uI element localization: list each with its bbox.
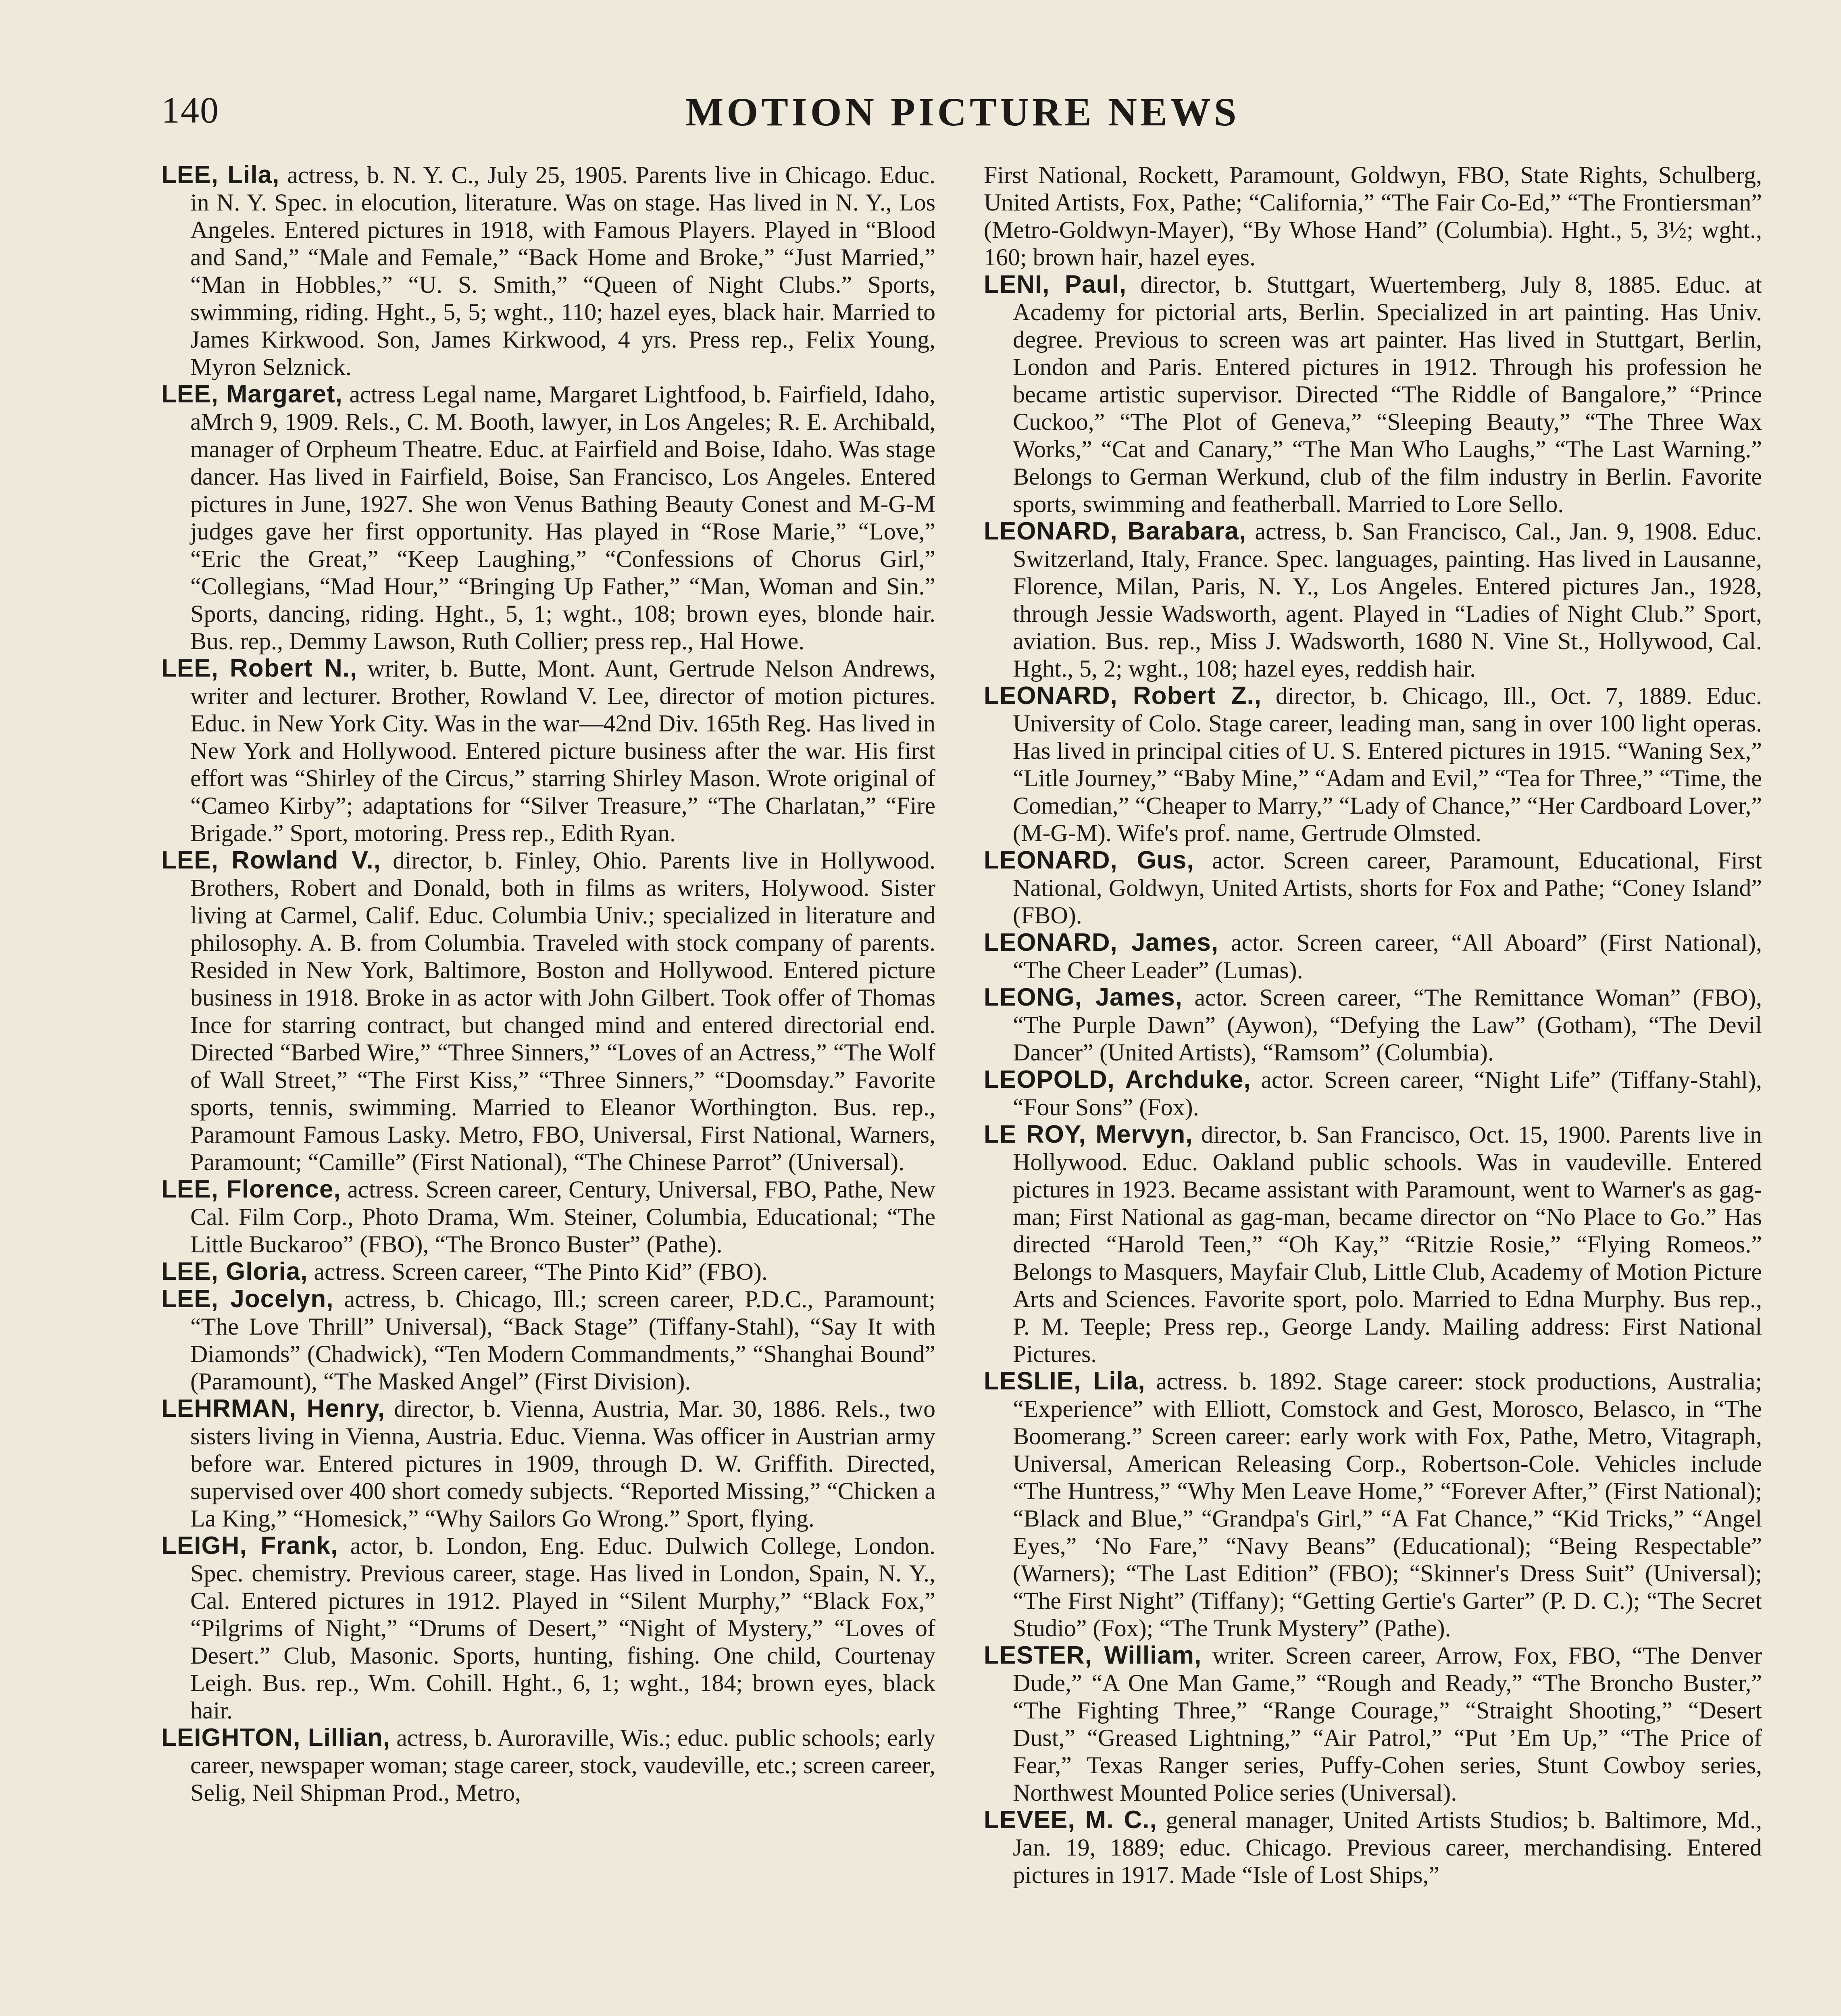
entry-name: LEIGHTON, Lillian, — [161, 1724, 391, 1752]
left-column — [161, 161, 935, 2016]
directory-entry — [984, 1368, 1762, 1642]
entry-text: actress. b. 1892. Stage career: stock productions, Australia; “Experience” with Elliott, Comstock and Gest, Morosco, Belasco, in “The Boomerang.” Screen career: early work with Fox, Pathe, Metro, Vitagraph, Universal, American Releasing Corp., Robertson-Cole. Vehicles include “The Huntress,” “Why Men Leave Home,” “Forever After,” (First National); “Black and Blue,” “Grandpa's Girl,” “A Fat Chance,” “Kid Tricks,” “Angel Eyes,” ‘No Fare,” “Navy Beans” (Educational); “Being Respectable” (Warners); “The Last Edition” (FBO); “Skinner's Dress Suit” (Universal); “The First Night” (Tiffany); “Getting Gertie's Garter” (P. D. C.); “The Secret Studio” (Fox); “The Trunk Mystery” (Pathe). — [1013, 1368, 1762, 1641]
entry-name: LEOPOLD, Archduke, — [984, 1066, 1251, 1093]
directory-entry — [984, 847, 1762, 929]
directory-entry — [984, 271, 1762, 518]
entry-name: LEE, Florence, — [161, 1175, 341, 1203]
entry-text: writer, b. Butte, Mont. Aunt, Gertrude Nelson Andrews, writer and lecturer. Brother, Rowland V. Lee, director of motion pictures. Educ. in New York City. Was in the war—42nd Div. 165th Reg. Has lived in New York and Hollywood. Entered picture business after the war. His first effort was “Shirley of the Circus,” starring Shirley Mason. Wrote original of “Cameo Kirby”; adaptations for “Silver Treasure,” “The Charlatan,” “Fire Brigade.” Sport, motoring. Press rep., Edith Ryan. — [190, 655, 935, 846]
directory-entry — [984, 984, 1762, 1066]
entry-text: actor. Screen career, “Night Life” (Tiffany-Stahl), “Four Sons” (Fox). — [1013, 1066, 1762, 1120]
directory-entry — [984, 1066, 1762, 1121]
entry-name: LESLIE, Lila, — [984, 1367, 1145, 1395]
directory-entry — [984, 929, 1762, 984]
directory-entry — [161, 1285, 935, 1395]
entry-text: actress, b. San Francisco, Cal., Jan. 9, 1908. Educ. Switzerland, Italy, France. Spec. languages, painting. Has lived in Lausanne, Florence, Milan, Paris, N. Y., Los Angeles. Entered pictures Jan., 1928, through Jessie Wadsworth, agent. Played in “Ladies of Night Club.” Sport, aviation. Bus. rep., Miss J. Wadsworth, 1680 N. Vine St., Hollywood, Cal. Hght., 5, 2; wght., 108; hazel eyes, reddish hair. — [1013, 518, 1762, 682]
entry-name: LEE, Lila, — [161, 161, 280, 189]
page-header — [161, 89, 1770, 149]
entry-name: LEONARD, Barabara, — [984, 517, 1247, 545]
entry-text: director, b. Stuttgart, Wuertemberg, July 8, 1885. Educ. at Academy for pictorial arts, Berlin. Specialized in art painting. Has Univ. degree. Previous to screen was art painter. Has lived in Stuttgart, Berlin, London and Paris. Entered pictures in 1912. Through his profession he became artistic supervisor. Directed “The Riddle of Bangalore,” “Prince Cuckoo,” “The Plot of Geneva,” “Sleeping Beauty,” “The Three Wax Works,” “Cat and Canary,” “The Man Who Laughs,” “The Last Warning.” Belongs to German Werkund, club of the film industry in Berlin. Favorite sports, swimming and featherball. Married to Lore Sello. — [1013, 271, 1762, 517]
entry-name: LEIGH, Frank, — [161, 1532, 338, 1560]
entry-text: actress, b. N. Y. C., July 25, 1905. Parents live in Chicago. Educ. in N. Y. Spec. in elocution, literature. Was on stage. Has lived in N. Y., Los Angeles. Entered pictures in 1918, with Famous Players. Played in “Blood and Sand,” “Male and Female,” “Back Home and Broke,” “Just Married,” “Man in Hobbles,” “U. S. Smith,” “Queen of Night Clubs.” Sports, swimming, riding. Hght., 5, 5; wght., 110; hazel eyes, black hair. Married to James Kirkwood. Son, James Kirkwood, 4 yrs. Press rep., Felix Young, Myron Selznick. — [190, 162, 935, 380]
entry-name: LEONARD, James, — [984, 929, 1219, 956]
directory-entry — [161, 655, 935, 847]
directory-entry — [984, 1121, 1762, 1368]
directory-entry — [161, 1724, 935, 1806]
directory-entry — [161, 381, 935, 655]
running-title: MOTION PICTURE NEWS — [685, 90, 1240, 134]
entry-text: First National, Rockett, Paramount, Goldwyn, FBO, State Rights, Schulberg, United Artists, Fox, Pathe; “California,” “The Fair Co-Ed,” “The Frontiersman” (Metro-Goldwyn-Mayer), “By Whose Hand” (Columbia). Hght., 5, 3½; wght., 160; brown hair, hazel eyes. — [984, 162, 1762, 271]
entry-name: LEHRMAN, Henry, — [161, 1395, 385, 1422]
entry-name: LEONARD, Robert Z., — [984, 682, 1262, 710]
entry-text: writer. Screen career, Arrow, Fox, FBO, “The Denver Dude,” “A One Man Game,” “Rough and Ready,” “The Broncho Buster,” “The Fighting Three,” “Range Courage,” “Straight Shooting,” “Desert Dust,” “Greased Lightning,” “Air Patrol,” “Put ’Em Up,” “The Price of Fear,” Texas Ranger series, Puffy-Cohen series, Stunt Cowboy series, Northwest Mounted Police series (Universal). — [1013, 1642, 1762, 1806]
directory-entry — [161, 847, 935, 1176]
directory-entry — [161, 1532, 935, 1724]
directory-entry — [984, 682, 1762, 847]
entry-name: LEE, Margaret, — [161, 380, 343, 408]
entry-text: actress, b. Chicago, Ill.; screen career, P.D.C., Paramount; “The Love Thrill” Universal), “Back Stage” (Tiffany-Stahl), “Say It with Diamonds” (Chadwick), “Ten Modern Commandments,” “Shanghai Bound” (Paramount), “The Masked Angel” (First Division). — [190, 1286, 935, 1395]
entry-text: actress. Screen career, Century, Universal, FBO, Pathe, New Cal. Film Corp., Photo Drama, Wm. Steiner, Columbia, Educational; “The Little Buckaroo” (FBO), “The Bronco Buster” (Pathe). — [190, 1176, 935, 1258]
directory-entry — [161, 1258, 935, 1285]
entry-text: actress. Screen career, “The Pinto Kid” (FBO). — [308, 1258, 768, 1285]
entry-text: director, b. Finley, Ohio. Parents live in Hollywood. Brothers, Robert and Donald, both in films as writers, Holywood. Sister living at Carmel, Calif. Educ. Columbia Univ.; specialized in literature and philosophy. A. B. from Columbia. Traveled with stock company of parents. Resided in New York, Baltimore, Boston and Hollywood. Entered picture business in 1918. Broke in as actor with John Gilbert. Took offer of Thomas Ince for starring contract, but changed mind and entered directorial end. Directed “Barbed Wire,” “Three Sinners,” “Loves of an Actress,” “The Wolf of Wall Street,” “The First Kiss,” “Three Sinners,” “Doomsday.” Favorite sports, tennis, swimming. Married to Eleanor Worthington. Bus. rep., Paramount Famous Lasky. Metro, FBO, Universal, First National, Warners, Paramount; “Camille” (First National), “The Chinese Parrot” (Universal). — [190, 847, 935, 1175]
entry-text: actor, b. London, Eng. Educ. Dulwich College, London. Spec. chemistry. Previous career, stage. Has lived in London, Spain, N. Y., Cal. Entered pictures in 1912. Played in “Silent Murphy,” “Black Fox,” “Pilgrims of Night,” “Drums of Desert,” “Night of Mystery,” “Loves of Desert.” Club, Masonic. Sports, hunting, fishing. One child, Courtenay Leigh. Bus. rep., Wm. Cohill. Hght., 6, 1; wght., 184; brown eyes, black hair. — [190, 1533, 935, 1724]
entry-text: director, b. Vienna, Austria, Mar. 30, 1886. Rels., two sisters living in Vienna, Austria. Educ. Vienna. Was officer in Austrian army before war. Entered pictures in 1909, through D. W. Griffith. Directed, supervised over 400 short comedy subjects. “Reported Missing,” “Chicken a La King,” “Homesick,” “Why Sailors Go Wrong.” Sport, flying. — [190, 1395, 935, 1532]
entry-text: actor. Screen career, “All Aboard” (First National), “The Cheer Leader” (Lumas). — [1013, 929, 1762, 983]
entry-text: director, b. San Francisco, Oct. 15, 1900. Parents live in Hollywood. Educ. Oakland public schools. Was in vaudeville. Entered pictures in 1923. Became assistant with Paramount, went to Warner's as gag-man; First National as gag-man, became director on “No Place to Go.” Has directed “Harold Teen,” “Oh Kay,” “Ritzie Rosie,” “Flying Romeos.” Belongs to Masquers, Mayfair Club, Little Club, Academy of Motion Picture Arts and Sciences. Favorite sport, polo. Married to Edna Murphy. Bus rep., P. M. Teeple; Press rep., George Landy. Mailing address: First National Pictures. — [1013, 1121, 1762, 1367]
entry-name: LEE, Jocelyn, — [161, 1285, 334, 1313]
page-number: 140 — [161, 90, 219, 131]
entry-text: actor. Screen career, Paramount, Educational, First National, Goldwyn, United Artists, shorts for Fox and Pathe; “Coney Island” (FBO). — [1013, 847, 1762, 929]
directory-entry — [984, 161, 1762, 271]
entry-text: general manager, United Artists Studios; b. Baltimore, Md., Jan. 19, 1889; educ. Chicago. Previous career, merchandising. Entered pictures in 1917. Made “Isle of Lost Ships,” — [1013, 1807, 1762, 1888]
right-column — [984, 161, 1762, 2016]
entry-name: LEONG, James, — [984, 983, 1183, 1011]
directory-entry — [161, 161, 935, 381]
entry-text: actress Legal name, Margaret Lightfood, b. Fairfield, Idaho, aMrch 9, 1909. Rels., C. M. Booth, lawyer, in Los Angeles; R. E. Archibald, manager of Orpheum Theatre. Educ. at Fairfield and Boise, Idaho. Was stage dancer. Has lived in Fairfield, Boise, San Francisco, Los Angeles. Entered pictures in June, 1927. She won Venus Bathing Beauty Conest and M-G-M judges gave her first opportunity. Has played in “Rose Marie,” “Love,” “Eric the Great,” “Keep Laughing,” “Confessions of Chorus Girl,” “Collegians, “Mad Hour,” “Bringing Up Father,” “Man, Woman and Sin.” Sports, dancing, riding. Hght., 5, 1; wght., 108; brown eyes, blonde hair. Bus. rep., Demmy Lawson, Ruth Collier; press rep., Hal Howe. — [190, 381, 935, 654]
directory-entry — [161, 1395, 935, 1532]
directory-entry — [984, 1642, 1762, 1806]
entry-name: LEE, Gloria, — [161, 1258, 308, 1285]
directory-entry — [984, 1806, 1762, 1889]
directory-entry — [984, 518, 1762, 682]
entry-name: LEONARD, Gus, — [984, 846, 1194, 874]
entry-name: LEE, Robert N., — [161, 654, 358, 682]
entry-name: LESTER, William, — [984, 1641, 1202, 1669]
entry-name: LE ROY, Mervyn, — [984, 1120, 1193, 1148]
entry-text: director, b. Chicago, Ill., Oct. 7, 1889. Educ. University of Colo. Stage career, leading man, sang in over 100 light operas. Has lived in principal cities of U. S. Entered pictures in 1915. “Waning Sex,” “Litle Journey,” “Baby Mine,” “Adam and Evil,” “Tea for Three,” “Time, the Comedian,” “Cheaper to Marry,” “Lady of Chance,” “Her Cardboard Lover,” (M-G-M). Wife's prof. name, Gertrude Olmsted. — [1013, 683, 1762, 846]
entry-name: LEVEE, M. C., — [984, 1806, 1157, 1834]
entry-name: LEE, Rowland V., — [161, 846, 381, 874]
directory-entry — [161, 1176, 935, 1258]
entry-name: LENI, Paul, — [984, 271, 1127, 298]
entry-text: actor. Screen career, “The Remittance Woman” (FBO), “The Purple Dawn” (Aywon), “Defying the Law” (Gotham), “The Devil Dancer” (United Artists), “Ramsom” (Columbia). — [1013, 984, 1762, 1066]
entry-text: actress, b. Auroraville, Wis.; educ. public schools; early career, newspaper woman; stage career, stock, vaudeville, etc.; screen career, Selig, Neil Shipman Prod., Metro, — [190, 1724, 935, 1806]
